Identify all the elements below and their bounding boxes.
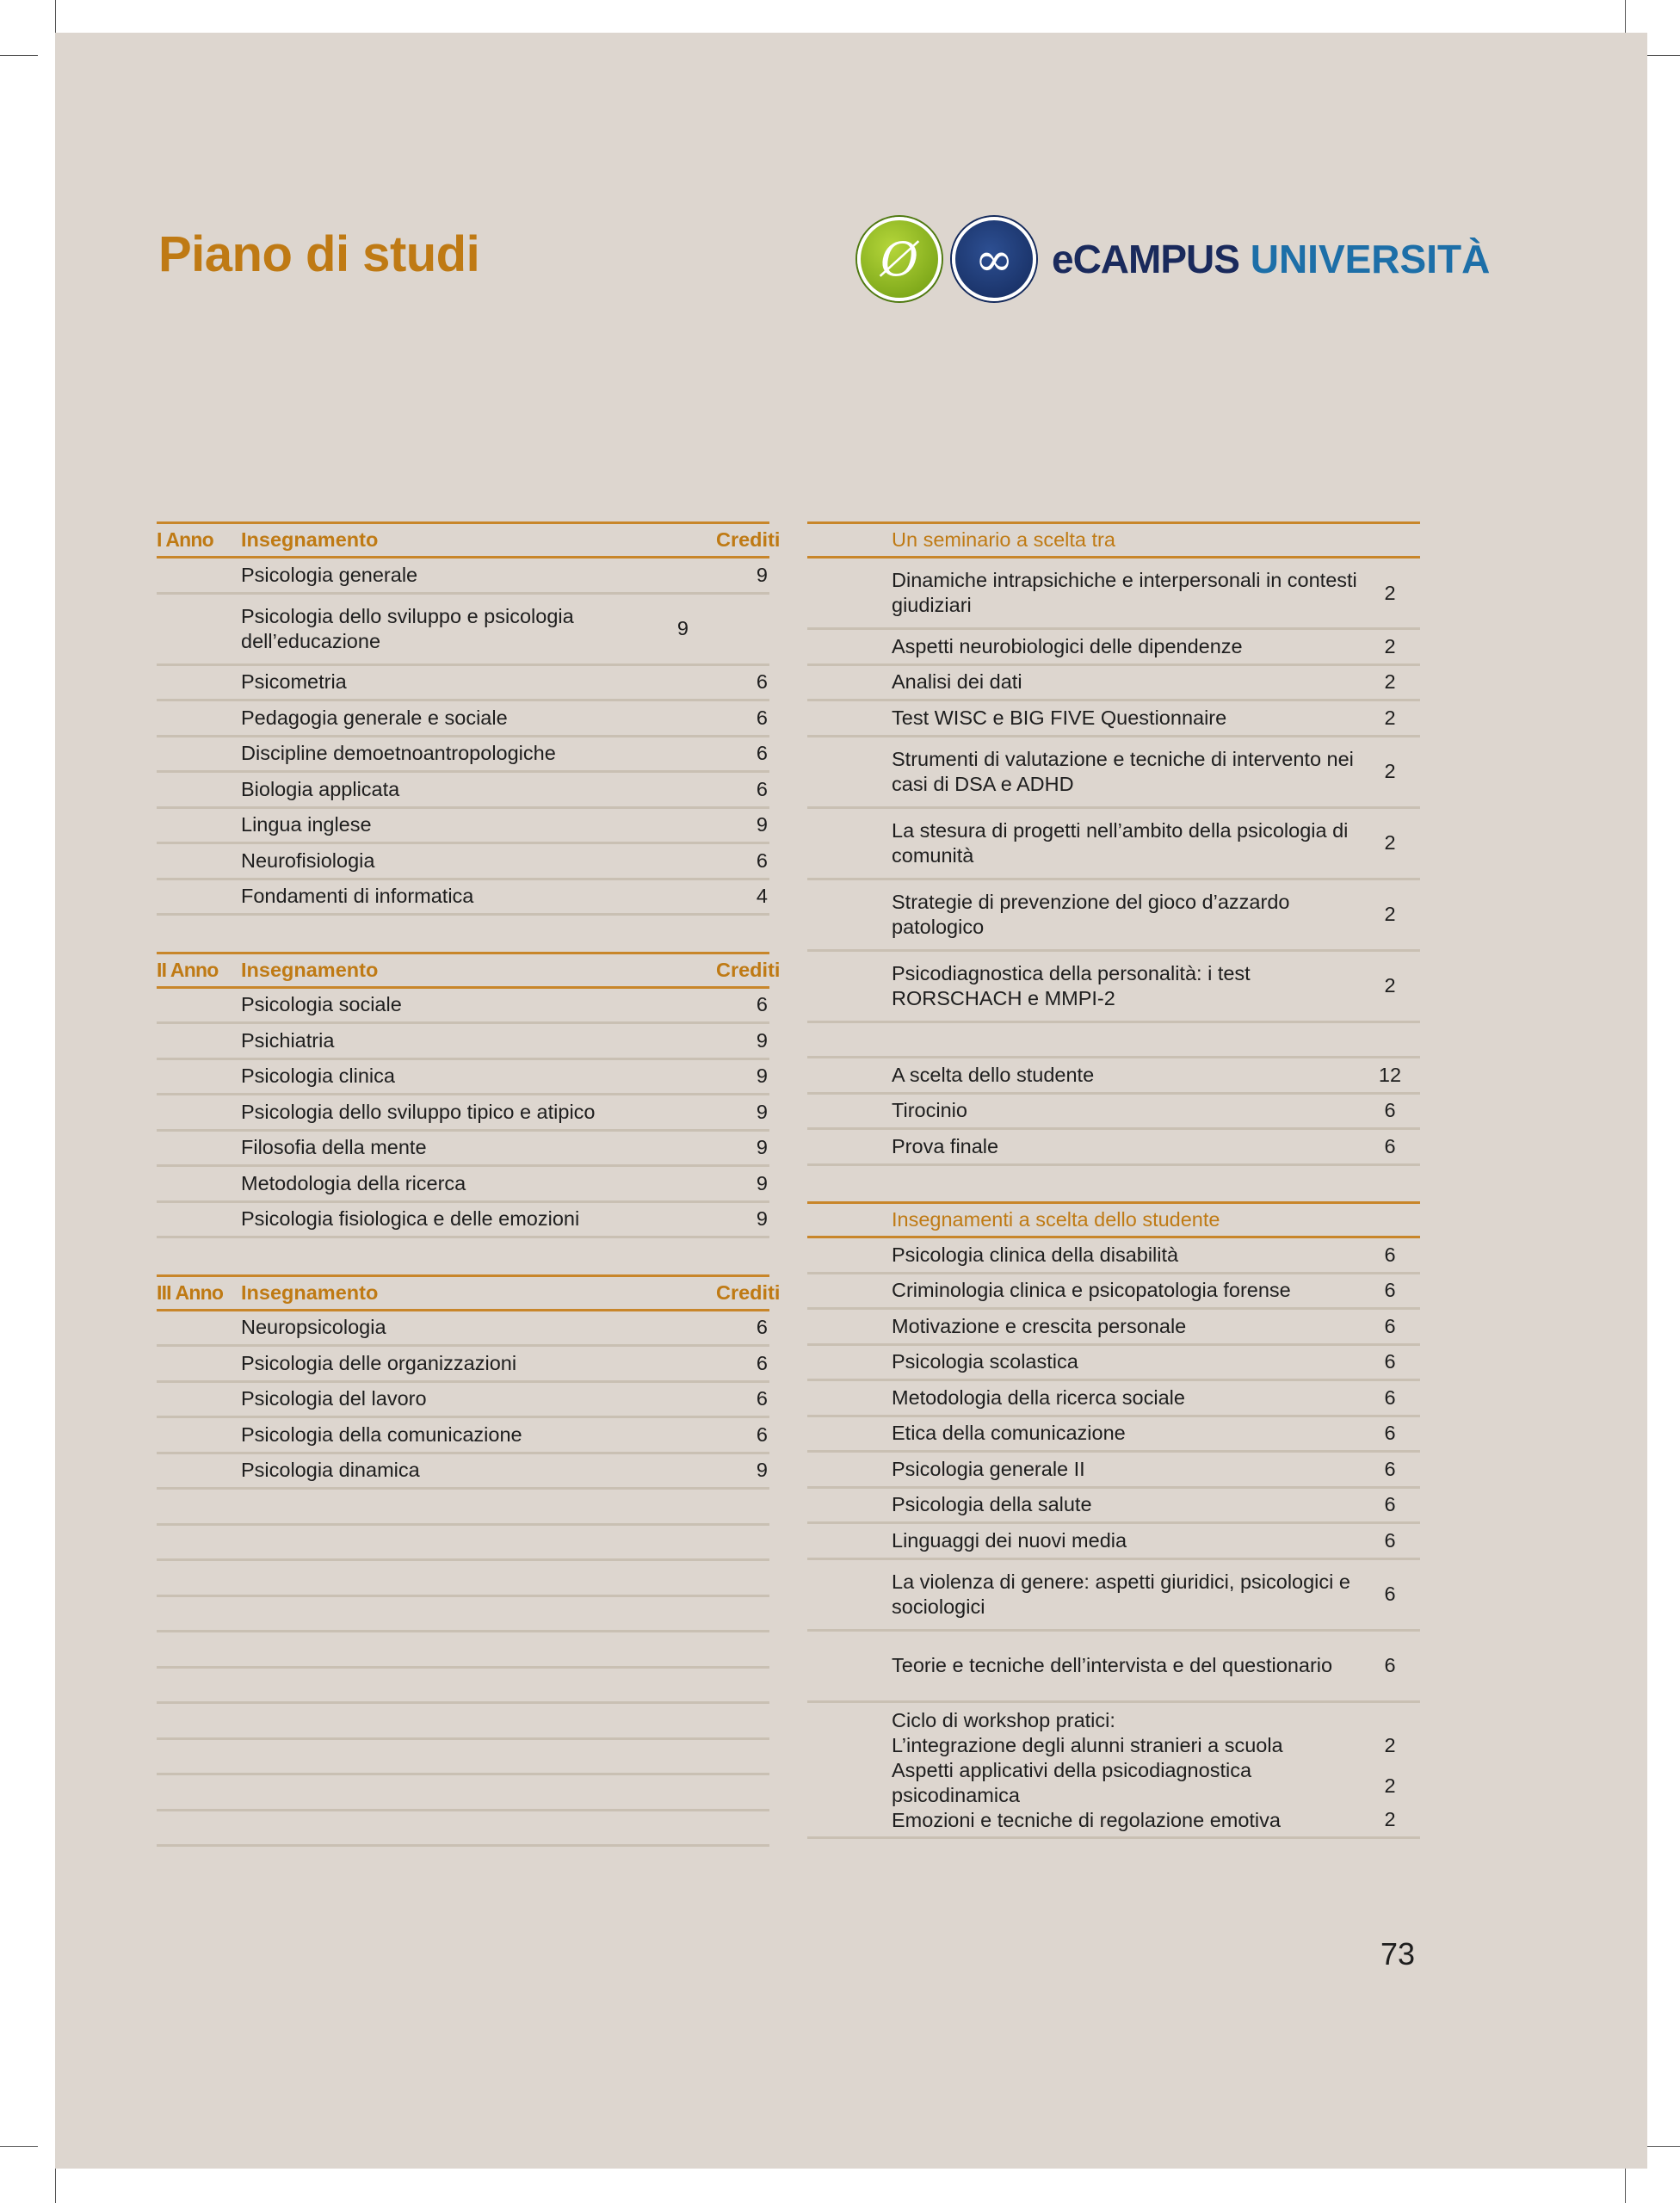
crop-mark [1642,55,1680,56]
table-row: Psicologia scolastica 6 [807,1346,1420,1382]
table-row: Strategie di prevenzione del gioco d’azzardo patologico 2 [807,880,1420,952]
table-row: Aspetti neurobiologici delle dipendenze 2 [807,630,1420,666]
table-row: Psicologia fisiologica e delle emozioni 9 [157,1203,769,1239]
table-row: Lingua inglese 9 [157,809,769,845]
year2-header: II Anno Insegnamento Crediti [157,952,769,989]
table-row: Biologia applicata 6 [157,773,769,809]
table-row: Strumenti di valutazione e tecniche di intervento nei casi di DSA e ADHD 2 [807,737,1420,809]
table-row: Linguaggi dei nuovi media 6 [807,1524,1420,1560]
table-row: Psicologia dello sviluppo tipico e atipico 9 [157,1095,769,1132]
table-row: Motivazione e crescita personale 6 [807,1310,1420,1346]
workshop-item: L’integrazione degli alunni stranieri a scuola [892,1733,1283,1756]
empty-row [157,1561,769,1597]
table-row: Psicologia generale II 6 [807,1453,1420,1489]
table-row: Filosofia della mente 9 [157,1132,769,1168]
table-row: Psicodiagnostica della personalità: i test RORSCHACH e MMPI-2 2 [807,952,1420,1023]
table-row: A scelta dello studente 12 [807,1058,1420,1095]
workshop-credits: 2 [1384,1774,1396,1797]
table-row: Psicologia delle organizzazioni 6 [157,1347,769,1383]
crop-mark [1625,2165,1626,2203]
workshop-credits: 2 [1384,1733,1396,1756]
right-column [807,521,1420,1839]
table-row: Psicometria 6 [157,666,769,702]
table-row: Pedagogia generale e sociale 6 [157,701,769,737]
table-row: Criminologia clinica e psicopatologia forense 6 [807,1274,1420,1311]
empty-row [157,1632,769,1669]
table-row: Metodologia della ricerca 9 [157,1167,769,1203]
crop-mark [0,55,38,56]
table-row: Etica della comunicazione 6 [807,1417,1420,1453]
table-row: Analisi dei dati 2 [807,666,1420,702]
table-row: Fondamenti di informatica 4 [157,880,769,916]
ecampus-logo [857,217,1491,306]
seminar-header: Un seminario a scelta tra [807,521,1420,558]
table-row: Psicologia dello sviluppo e psicologia dell’educazione 9 [157,595,769,666]
empty-row [157,1775,769,1811]
empty-row [157,1811,769,1848]
page-number: 73 [1380,1936,1416,1972]
table-row: Neuropsicologia 6 [157,1311,769,1348]
table-row: Prova finale 6 [807,1130,1420,1166]
spacer-row [807,1166,1420,1202]
table-row: Psicologia della salute 6 [807,1489,1420,1525]
spacer-row [157,1238,769,1274]
empty-row [157,1490,769,1526]
workshop-row [807,1703,1420,1839]
table-row: La stesura di progetti nell’ambito della psicologia di comunità 2 [807,809,1420,880]
table-row: La violenza di genere: aspetti giuridici, psicologici e sociologici 6 [807,1560,1420,1632]
workshop-item: Emozioni e tecniche di regolazione emotiva [892,1808,1281,1831]
workshop-item: Aspetti applicativi della psicodiagnostica psicodinamica [892,1758,1252,1806]
year3-header: III Anno Insegnamento Crediti [157,1274,769,1311]
year1-header: I Anno Insegnamento Crediti [157,521,769,558]
table-row: Psicologia sociale 6 [157,989,769,1025]
crop-mark [1642,2146,1680,2147]
table-row: Psicologia clinica della disabilità 6 [807,1238,1420,1274]
table-row: Psicologia clinica 9 [157,1060,769,1096]
table-row: Teorie e tecniche dell’intervista e del questionario 6 [807,1632,1420,1703]
table-row: Dinamiche intrapsichiche e interpersonali in contesti giudiziari 2 [807,558,1420,630]
spacer-row [157,916,769,952]
table-row: Tirocinio 6 [807,1095,1420,1131]
table-row: Neurofisiologia 6 [157,844,769,880]
table-row: Psicologia generale 9 [157,558,769,595]
workshop-credits: 2 [1384,1807,1396,1830]
crop-mark [0,2146,38,2147]
table-row: Psichiatria 9 [157,1024,769,1060]
table-row: Test WISC e BIG FIVE Questionnaire 2 [807,701,1420,737]
empty-row [807,1023,1420,1059]
empty-row [157,1669,769,1705]
page-title: Piano di studi [158,226,480,282]
left-column [157,521,781,1847]
brand-wordmark: eCAMPUS UNIVERSITÀ [1052,237,1491,281]
table-row: Psicologia dinamica 9 [157,1454,769,1490]
empty-row [157,1597,769,1633]
workshop-title: Ciclo di workshop pratici: [892,1708,1115,1731]
table-row: Psicologia del lavoro 6 [157,1383,769,1419]
crop-mark [55,2165,56,2203]
empty-row [157,1704,769,1740]
table-row: Discipline demoetnoantropologiche 6 [157,737,769,774]
table-row: Psicologia della comunicazione 6 [157,1418,769,1454]
table-row: Metodologia della ricerca sociale 6 [807,1381,1420,1417]
electives-header: Insegnamenti a scelta dello studente [807,1201,1420,1238]
empty-row [157,1526,769,1562]
university-seal-icon: ∞ [952,217,1036,301]
empty-row [157,1740,769,1776]
psychology-badge-icon: Ø [857,217,942,301]
